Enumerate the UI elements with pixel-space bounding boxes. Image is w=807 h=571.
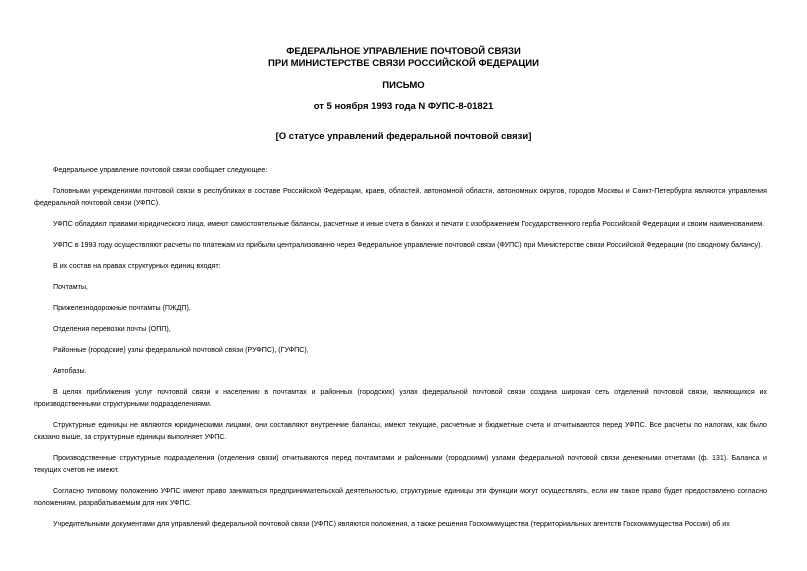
document-subject: [О статусе управлений федеральной почтовой связи] — [275, 131, 532, 142]
paragraph-intro: Федеральное управление почтовой связи сообщает следующее: — [53, 166, 268, 174]
list-item-post-offices: Почтамты, — [53, 283, 88, 291]
paragraph-head-offices: Головными учреждениями почтовой связи в республиках в составе Российской Федерации, краев, областей, автономной области, автономных округов, городов Москвы и Санкт-Петербурга являются управления федеральной почтовой связи (УФПС). — [34, 187, 767, 207]
list-item-railway-post-offices: Прижелезнодорожные почтамты (ПЖДП), — [53, 304, 191, 312]
paragraph-structural-units: Структурные единицы не являются юридическими лицами, они составляют внутренние балансы, имеют текущие, расчетные и бюджетные счета и отчитываются перед УФПС. Все расчеты по налогам, как было сказано выше, за структурные единицы выполняет УФПС. — [34, 421, 767, 441]
paragraph-structure-intro: В их состав на правах структурных единиц входят: — [53, 262, 221, 270]
issuer-line-2: ПРИ МИНИСТЕРСТВЕ СВЯЗИ РОССИЙСКОЙ ФЕДЕРАЦИИ — [268, 58, 539, 69]
paragraph-branch-network: В целях приближения услуг почтовой связи к населению в почтамтах и районных (городских) узлах федеральной почтовой связи создана широкая сеть отделений почтовой связи, являющихся их производственными структурными подразделениями. — [34, 388, 767, 408]
issuer-line-1: ФЕДЕРАЛЬНОЕ УПРАВЛЕНИЕ ПОЧТОВОЙ СВЯЗИ — [286, 46, 521, 57]
document-date-number: от 5 ноября 1993 года N ФУПС-8-01821 — [313, 101, 494, 112]
paragraph-legal-rights: УФПС обладают правами юридического лица, имеют самостоятельные балансы, расчетные и иные счета в банках и печати с изображением Государственного герба Российской Федерации и своим наименованием. — [53, 220, 765, 228]
list-item-mail-transport: Отделения перевозки почты (ОПП), — [53, 325, 171, 333]
paragraph-settlements: УФПС в 1993 году осуществляют расчеты по платежам из прибыли централизованно через Федеральное управление почтовой связи (ФУПС) при Министерстве связи Российской Федерации (по сводному балансу). — [53, 241, 763, 249]
list-item-motor-depots: Автобазы. — [53, 367, 87, 375]
paragraph-business-activity: Согласно типовому положению УФПС имеют право заниматься предпринимательской деятельностью, структурные единицы эти функции могут осуществлять, если им такое право будет предоставлено согласно положениям, разрабатываемым для них УФПС. — [34, 487, 767, 507]
document-body — [34, 164, 767, 539]
document-type: ПИСЬМО — [382, 80, 425, 91]
paragraph-reporting: Производственные структурные подразделения (отделения связи) отчитываются перед почтамтами и районными (городскими) узлами федеральной почтовой связи денежными отчетами (ф. 131). Баланса и текущих счетов не имеют. — [34, 454, 767, 474]
list-item-district-nodes: Районные (городские) узлы федеральной почтовой связи (РУФПС), (ГУФПС), — [53, 346, 309, 354]
paragraph-founding-documents: Учредительными документами для управлений федеральной почтовой связи (УФПС) являются положения, а также решения Госкомимущества (территориальных агентств Госкомимущества России) об их — [53, 520, 730, 528]
